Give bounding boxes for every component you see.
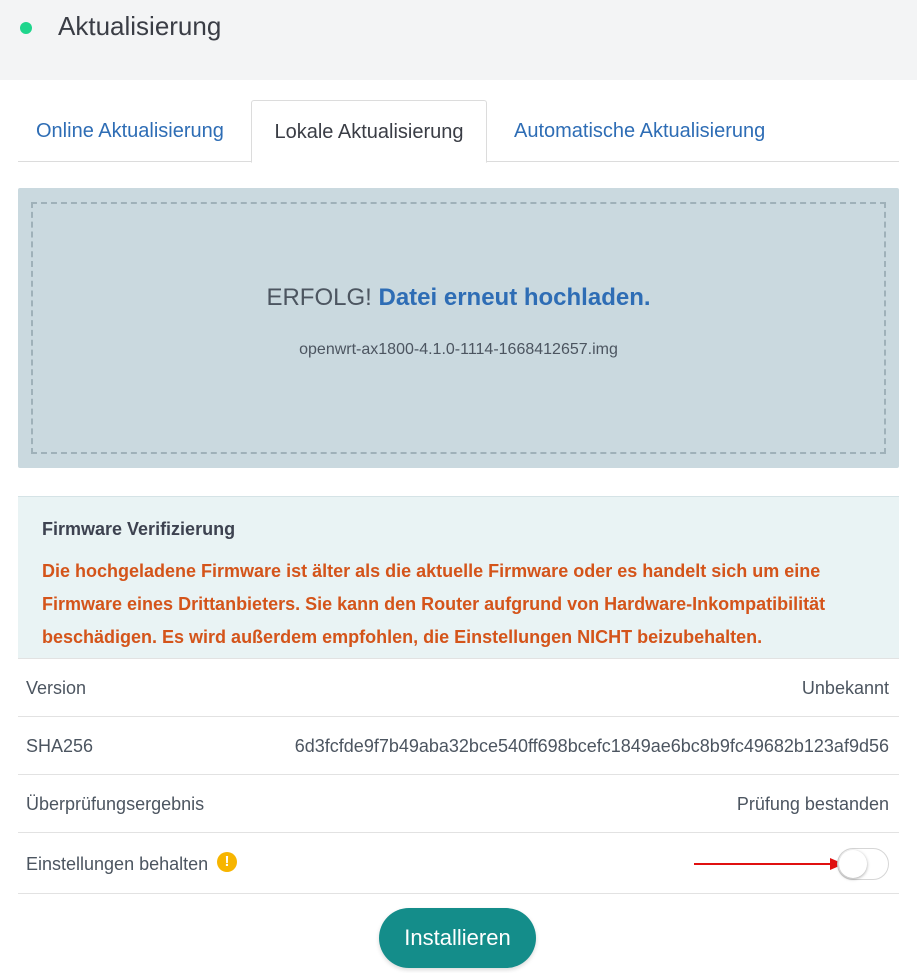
tab-online-update[interactable]: Online Aktualisierung: [36, 120, 224, 142]
install-button[interactable]: Installieren: [379, 908, 536, 968]
tab-bar: [18, 100, 899, 162]
upload-dropzone[interactable]: [18, 188, 899, 468]
uploaded-filename: openwrt-ax1800-4.1.0-1114-1668412657.img: [299, 341, 618, 358]
check-result-value: Prüfung bestanden: [736, 794, 889, 814]
red-arrow-annotation-icon: [694, 854, 844, 874]
verification-warning: Die hochgeladene Firmware ist älter als die aktuelle Firmware oder es handelt sich um eine Firmware eines Drittanbieters. Sie kann den Router aufgrund von Hardware-Inkompatibilität beschädigen. Es wird außerdem empfohlen, die Einstellungen NICHT beizubehalten.: [42, 561, 826, 647]
check-result-row: [18, 774, 899, 832]
keep-settings-toggle[interactable]: [837, 848, 889, 880]
tab-auto-update[interactable]: Automatische Aktualisierung: [514, 120, 766, 142]
status-dot-icon: [20, 22, 32, 34]
sha256-row: [18, 716, 899, 774]
sha256-value: 6d3fcfde9f7b49aba32bce540ff698bcefc1849ae6bc8b9fc49682b123af9d56: [294, 736, 889, 756]
upload-message: [18, 284, 899, 312]
page-header: [0, 0, 917, 80]
version-label: Version: [26, 678, 87, 698]
dropzone-border: [31, 202, 886, 454]
check-result-label: Überprüfungsergebnis: [26, 794, 205, 814]
firmware-verification-panel: [18, 496, 899, 658]
version-value: Unbekannt: [801, 678, 889, 698]
sha256-label: SHA256: [26, 736, 94, 756]
reupload-link[interactable]: Datei erneut hochladen.: [378, 284, 651, 311]
keep-settings-label: Einstellungen behalten: [26, 854, 209, 874]
verification-title: Firmware Verifizierung: [42, 519, 236, 539]
tab-local-update[interactable]: Lokale Aktualisierung: [251, 100, 487, 163]
toggle-knob: [839, 850, 867, 878]
keep-settings-row: [18, 832, 899, 894]
page-title: Aktualisierung: [58, 11, 222, 41]
version-row: [18, 658, 899, 716]
warning-info-icon[interactable]: !: [217, 852, 237, 872]
upload-status: ERFOLG!: [266, 284, 372, 311]
